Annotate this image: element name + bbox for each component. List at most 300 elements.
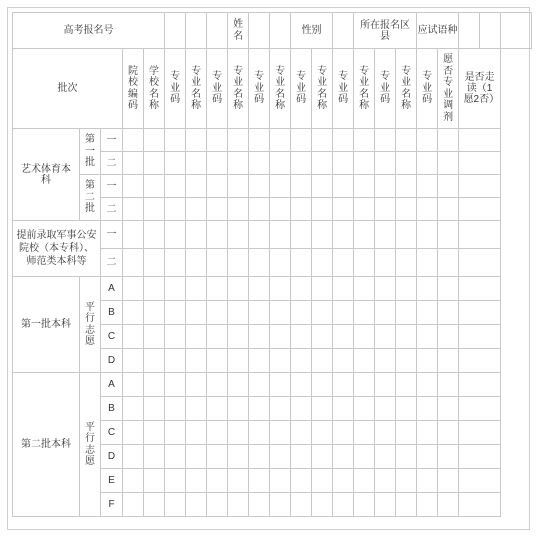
cell[interactable]	[291, 349, 312, 373]
cell[interactable]	[186, 493, 207, 517]
cell[interactable]	[123, 301, 144, 325]
col-major-name: 专业名称	[354, 49, 375, 129]
cell[interactable]	[459, 325, 501, 349]
cell[interactable]	[249, 129, 270, 152]
cell[interactable]	[375, 373, 396, 397]
cell[interactable]	[333, 469, 354, 493]
cell[interactable]	[438, 493, 459, 517]
col-major-name: 专业名称	[312, 49, 333, 129]
cell[interactable]	[312, 397, 333, 421]
cell[interactable]	[186, 301, 207, 325]
cell[interactable]	[186, 175, 207, 198]
cell[interactable]	[417, 445, 438, 469]
cell[interactable]	[249, 493, 270, 517]
cell[interactable]	[207, 397, 228, 421]
cell[interactable]	[417, 129, 438, 152]
gender-field[interactable]	[333, 13, 354, 49]
cell[interactable]	[312, 301, 333, 325]
cell[interactable]	[375, 469, 396, 493]
cell[interactable]	[144, 349, 165, 373]
cell[interactable]	[417, 397, 438, 421]
cell[interactable]	[333, 221, 354, 249]
cell[interactable]	[228, 152, 249, 175]
cell[interactable]	[291, 493, 312, 517]
cell[interactable]	[291, 397, 312, 421]
cell[interactable]	[186, 445, 207, 469]
cell[interactable]	[228, 301, 249, 325]
cell[interactable]	[417, 175, 438, 198]
cell[interactable]	[228, 469, 249, 493]
cell[interactable]	[165, 152, 186, 175]
cell[interactable]	[144, 469, 165, 493]
cell[interactable]	[438, 277, 459, 301]
cell[interactable]	[396, 469, 417, 493]
cell[interactable]	[291, 198, 312, 221]
cell[interactable]	[291, 325, 312, 349]
cell[interactable]	[396, 277, 417, 301]
cell[interactable]	[144, 445, 165, 469]
cell[interactable]	[186, 221, 207, 249]
cell[interactable]	[207, 249, 228, 277]
cell[interactable]	[333, 373, 354, 397]
cell[interactable]	[354, 421, 375, 445]
cell[interactable]	[291, 152, 312, 175]
cell[interactable]	[396, 493, 417, 517]
cell[interactable]	[354, 373, 375, 397]
cell[interactable]	[144, 325, 165, 349]
row-letter: A	[101, 277, 123, 301]
cell[interactable]	[417, 421, 438, 445]
cell[interactable]	[333, 198, 354, 221]
cell[interactable]	[207, 175, 228, 198]
cell[interactable]	[186, 469, 207, 493]
cell[interactable]	[165, 397, 186, 421]
cell[interactable]	[228, 493, 249, 517]
cell[interactable]	[270, 221, 291, 249]
cell[interactable]	[333, 152, 354, 175]
cell[interactable]	[333, 493, 354, 517]
name-field[interactable]	[249, 13, 270, 49]
cell[interactable]	[396, 198, 417, 221]
cell[interactable]	[228, 198, 249, 221]
name-field[interactable]	[270, 13, 291, 49]
cell[interactable]	[438, 198, 459, 221]
cell[interactable]	[207, 421, 228, 445]
cell[interactable]	[312, 277, 333, 301]
cell[interactable]	[207, 373, 228, 397]
exam-number-field[interactable]	[207, 13, 228, 49]
cell[interactable]	[207, 445, 228, 469]
cell[interactable]	[207, 493, 228, 517]
cell[interactable]	[333, 129, 354, 152]
cell[interactable]	[123, 469, 144, 493]
cell[interactable]	[459, 397, 501, 421]
cell[interactable]	[354, 249, 375, 277]
cell[interactable]	[312, 152, 333, 175]
cell[interactable]	[144, 397, 165, 421]
cell[interactable]	[417, 469, 438, 493]
cell[interactable]	[417, 325, 438, 349]
cell[interactable]	[249, 349, 270, 373]
cell[interactable]	[207, 152, 228, 175]
cell[interactable]	[249, 445, 270, 469]
cell[interactable]	[207, 277, 228, 301]
cell[interactable]	[396, 301, 417, 325]
cell[interactable]	[249, 325, 270, 349]
cell[interactable]	[165, 301, 186, 325]
cell[interactable]	[312, 493, 333, 517]
exam-number-field[interactable]	[186, 13, 207, 49]
cell[interactable]	[459, 445, 501, 469]
table-row	[13, 175, 532, 198]
cell[interactable]	[417, 221, 438, 249]
cell[interactable]	[123, 325, 144, 349]
cell[interactable]	[123, 175, 144, 198]
cell[interactable]	[228, 277, 249, 301]
cell[interactable]	[375, 277, 396, 301]
cell[interactable]	[333, 349, 354, 373]
cell[interactable]	[333, 445, 354, 469]
cell[interactable]	[186, 129, 207, 152]
row-ordinal: 二	[101, 249, 123, 277]
name-label: 姓名	[228, 13, 249, 49]
cell[interactable]	[249, 397, 270, 421]
cell[interactable]	[375, 421, 396, 445]
cell[interactable]	[249, 277, 270, 301]
cell[interactable]	[207, 349, 228, 373]
cell[interactable]	[165, 198, 186, 221]
cell[interactable]	[186, 198, 207, 221]
cell[interactable]	[459, 152, 501, 175]
cell[interactable]	[354, 198, 375, 221]
cell[interactable]	[375, 397, 396, 421]
subject-field[interactable]	[480, 13, 501, 49]
cell[interactable]	[459, 421, 501, 445]
cell[interactable]	[396, 129, 417, 152]
cell[interactable]	[417, 152, 438, 175]
cell[interactable]	[396, 249, 417, 277]
art-batch-1: 第一批	[80, 129, 101, 175]
col-major-code: 专业码	[417, 49, 438, 129]
cell[interactable]	[186, 249, 207, 277]
cell[interactable]	[228, 397, 249, 421]
cell[interactable]	[459, 493, 501, 517]
cell[interactable]	[228, 445, 249, 469]
cell[interactable]	[249, 152, 270, 175]
cell[interactable]	[459, 373, 501, 397]
cell[interactable]	[291, 469, 312, 493]
cell[interactable]	[123, 129, 144, 152]
cell[interactable]	[312, 249, 333, 277]
cell[interactable]	[375, 221, 396, 249]
cell[interactable]	[123, 221, 144, 249]
cell[interactable]	[270, 152, 291, 175]
cell[interactable]	[438, 325, 459, 349]
group-first: 第一批本科	[13, 277, 80, 373]
cell[interactable]	[165, 373, 186, 397]
cell[interactable]	[417, 349, 438, 373]
cell[interactable]	[165, 469, 186, 493]
cell[interactable]	[123, 397, 144, 421]
cell[interactable]	[291, 421, 312, 445]
cell[interactable]	[207, 469, 228, 493]
cell[interactable]	[354, 445, 375, 469]
cell[interactable]	[438, 249, 459, 277]
cell[interactable]	[270, 469, 291, 493]
cell[interactable]	[186, 349, 207, 373]
cell[interactable]	[459, 129, 501, 152]
cell[interactable]	[459, 277, 501, 301]
cell[interactable]	[417, 198, 438, 221]
cell[interactable]	[207, 301, 228, 325]
cell[interactable]	[312, 349, 333, 373]
cell[interactable]	[270, 373, 291, 397]
cell[interactable]	[186, 421, 207, 445]
cell[interactable]	[123, 373, 144, 397]
group-second: 第二批本科	[13, 373, 80, 517]
cell[interactable]	[249, 175, 270, 198]
cell[interactable]	[459, 221, 501, 249]
cell[interactable]	[249, 421, 270, 445]
cell[interactable]	[144, 373, 165, 397]
cell[interactable]	[354, 152, 375, 175]
cell[interactable]	[354, 493, 375, 517]
cell[interactable]	[333, 421, 354, 445]
cell[interactable]	[354, 325, 375, 349]
cell[interactable]	[375, 249, 396, 277]
cell[interactable]	[123, 198, 144, 221]
cell[interactable]	[312, 129, 333, 152]
cell[interactable]	[438, 152, 459, 175]
cell[interactable]	[291, 221, 312, 249]
cell[interactable]	[375, 152, 396, 175]
col-major-name: 专业名称	[270, 49, 291, 129]
cell[interactable]	[459, 249, 501, 277]
cell[interactable]	[354, 349, 375, 373]
cell[interactable]	[228, 325, 249, 349]
cell[interactable]	[438, 175, 459, 198]
cell[interactable]	[228, 221, 249, 249]
cell[interactable]	[417, 301, 438, 325]
cell[interactable]	[144, 152, 165, 175]
cell[interactable]	[333, 325, 354, 349]
cell[interactable]	[312, 198, 333, 221]
row-letter: D	[101, 445, 123, 469]
cell[interactable]	[417, 249, 438, 277]
cell[interactable]	[123, 445, 144, 469]
table-row	[13, 221, 532, 249]
cell[interactable]	[144, 249, 165, 277]
cell[interactable]	[123, 152, 144, 175]
cell[interactable]	[144, 129, 165, 152]
cell[interactable]	[354, 301, 375, 325]
cell[interactable]	[312, 221, 333, 249]
cell[interactable]	[186, 152, 207, 175]
cell[interactable]	[228, 421, 249, 445]
cell[interactable]	[438, 397, 459, 421]
cell[interactable]	[228, 349, 249, 373]
cell[interactable]	[207, 325, 228, 349]
cell[interactable]	[333, 249, 354, 277]
col-major-code: 专业码	[333, 49, 354, 129]
cell[interactable]	[291, 445, 312, 469]
cell[interactable]	[333, 175, 354, 198]
cell[interactable]	[249, 249, 270, 277]
cell[interactable]	[165, 249, 186, 277]
cell[interactable]	[396, 373, 417, 397]
cell[interactable]	[123, 493, 144, 517]
cell[interactable]	[123, 421, 144, 445]
cell[interactable]	[354, 129, 375, 152]
cell[interactable]	[144, 301, 165, 325]
cell[interactable]	[354, 469, 375, 493]
cell[interactable]	[270, 129, 291, 152]
cell[interactable]	[270, 277, 291, 301]
cell[interactable]	[396, 175, 417, 198]
cell[interactable]	[333, 301, 354, 325]
cell[interactable]	[459, 175, 501, 198]
cell[interactable]	[354, 221, 375, 249]
cell[interactable]	[165, 277, 186, 301]
cell[interactable]	[375, 198, 396, 221]
cell[interactable]	[165, 325, 186, 349]
cell[interactable]	[270, 175, 291, 198]
cell[interactable]	[438, 373, 459, 397]
row-ordinal: 一	[101, 221, 123, 249]
cell[interactable]	[249, 469, 270, 493]
cell[interactable]	[207, 129, 228, 152]
cell[interactable]	[438, 221, 459, 249]
cell[interactable]	[144, 421, 165, 445]
cell[interactable]	[186, 373, 207, 397]
cell[interactable]	[165, 445, 186, 469]
cell[interactable]	[291, 175, 312, 198]
cell[interactable]	[249, 221, 270, 249]
cell[interactable]	[417, 493, 438, 517]
exam-number-field[interactable]	[165, 13, 186, 49]
cell[interactable]	[270, 493, 291, 517]
cell[interactable]	[438, 129, 459, 152]
cell[interactable]	[459, 198, 501, 221]
cell[interactable]	[396, 349, 417, 373]
cell[interactable]	[270, 198, 291, 221]
cell[interactable]	[165, 221, 186, 249]
cell[interactable]	[417, 373, 438, 397]
cell[interactable]	[144, 198, 165, 221]
cell[interactable]	[312, 175, 333, 198]
cell[interactable]	[312, 421, 333, 445]
cell[interactable]	[291, 301, 312, 325]
cell[interactable]	[396, 325, 417, 349]
cell[interactable]	[375, 445, 396, 469]
cell[interactable]	[144, 175, 165, 198]
cell[interactable]	[375, 129, 396, 152]
cell[interactable]	[375, 175, 396, 198]
cell[interactable]	[165, 175, 186, 198]
cell[interactable]	[312, 325, 333, 349]
cell[interactable]	[312, 469, 333, 493]
cell[interactable]	[396, 221, 417, 249]
cell[interactable]	[186, 325, 207, 349]
cell[interactable]	[186, 277, 207, 301]
cell[interactable]	[228, 175, 249, 198]
cell[interactable]	[291, 249, 312, 277]
cell[interactable]	[123, 277, 144, 301]
cell[interactable]	[270, 249, 291, 277]
cell[interactable]	[270, 349, 291, 373]
cell[interactable]	[249, 198, 270, 221]
cell[interactable]	[228, 129, 249, 152]
cell[interactable]	[165, 421, 186, 445]
cell[interactable]	[354, 397, 375, 421]
cell[interactable]	[375, 325, 396, 349]
row-ordinal: 一	[101, 129, 123, 152]
cell[interactable]	[165, 349, 186, 373]
subject-field[interactable]	[501, 13, 532, 49]
cell[interactable]	[459, 469, 501, 493]
cell[interactable]	[165, 129, 186, 152]
cell[interactable]	[270, 397, 291, 421]
subject-field[interactable]	[459, 13, 480, 49]
cell[interactable]	[333, 277, 354, 301]
cell[interactable]	[144, 221, 165, 249]
cell[interactable]	[438, 469, 459, 493]
cell[interactable]	[270, 421, 291, 445]
cell[interactable]	[186, 397, 207, 421]
header-row-columns	[13, 49, 532, 129]
cell[interactable]	[459, 301, 501, 325]
cell[interactable]	[144, 493, 165, 517]
cell[interactable]	[438, 421, 459, 445]
cell[interactable]	[333, 397, 354, 421]
cell[interactable]	[396, 445, 417, 469]
cell[interactable]	[207, 198, 228, 221]
cell[interactable]	[207, 221, 228, 249]
cell[interactable]	[228, 249, 249, 277]
table-row	[13, 277, 532, 301]
cell[interactable]	[375, 301, 396, 325]
cell[interactable]	[375, 493, 396, 517]
cell[interactable]	[312, 373, 333, 397]
cell[interactable]	[291, 277, 312, 301]
cell[interactable]	[165, 493, 186, 517]
cell[interactable]	[354, 277, 375, 301]
cell[interactable]	[270, 325, 291, 349]
cell[interactable]	[144, 277, 165, 301]
cell[interactable]	[417, 277, 438, 301]
cell[interactable]	[123, 249, 144, 277]
cell[interactable]	[291, 373, 312, 397]
cell[interactable]	[312, 445, 333, 469]
cell[interactable]	[438, 301, 459, 325]
cell[interactable]	[459, 349, 501, 373]
cell[interactable]	[438, 349, 459, 373]
cell[interactable]	[270, 301, 291, 325]
cell[interactable]	[123, 349, 144, 373]
cell[interactable]	[249, 301, 270, 325]
cell[interactable]	[396, 152, 417, 175]
cell[interactable]	[438, 445, 459, 469]
cell[interactable]	[354, 175, 375, 198]
cell[interactable]	[375, 349, 396, 373]
cell[interactable]	[396, 421, 417, 445]
cell[interactable]	[291, 129, 312, 152]
cell[interactable]	[228, 373, 249, 397]
cell[interactable]	[249, 373, 270, 397]
cell[interactable]	[270, 445, 291, 469]
col-major-code: 专业码	[291, 49, 312, 129]
cell[interactable]	[396, 397, 417, 421]
